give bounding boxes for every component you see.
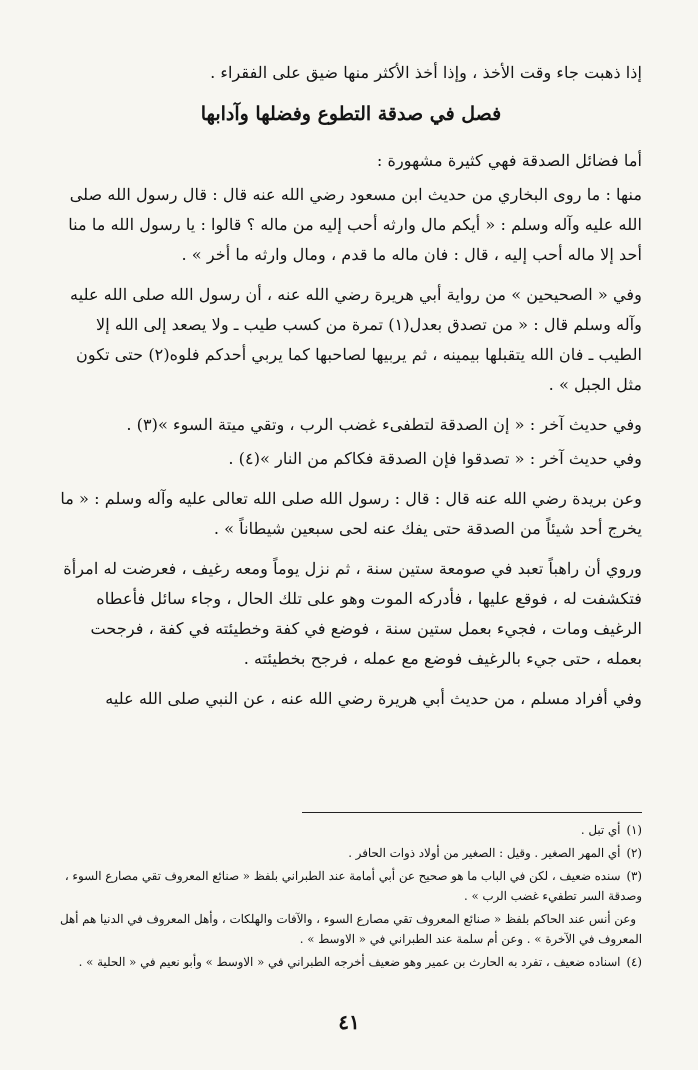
- footnote: [60, 866, 642, 906]
- footnote-number: (٢): [626, 846, 642, 860]
- paragraph-5: وفي حديث آخر : « تصدقوا فإن الصدقة فكاكم من النار »(٤) .: [228, 449, 642, 468]
- footnote: [60, 952, 642, 972]
- top-line: إذا ذهبت جاء وقت الأخذ ، وإذا أخذ الأكثر منها ضيق على الفقراء .: [210, 63, 642, 82]
- paragraph-2: منها : ما روى البخاري من حديث ابن مسعود رضي الله عنه قال : قال رسول الله صلى الله عليه وآله وسلم : « أيكم مال وارثه أحب إليه من ماله ؟ قالوا : يا رسول الله ما منا أحد إلا ماله أحب إليه ، قال : فان ماله ما قدم ، ومال وارثه ما أخر » .: [68, 185, 642, 264]
- footnote-text: أي المهر الصغير . وقيل : الصغير من أولاد ذوات الحافر .: [348, 846, 621, 860]
- footnotes: [60, 820, 642, 975]
- footnote-text: أي تبل .: [580, 823, 621, 837]
- footnote-number: (٤): [626, 955, 642, 969]
- footnote-number: (٣): [626, 869, 642, 883]
- footnote: [60, 909, 642, 949]
- main-text: [60, 58, 642, 724]
- footnote: [60, 820, 642, 840]
- paragraph-8: وفي أفراد مسلم ، من حديث أبي هريرة رضي الله عنه ، عن النبي صلى الله عليه: [105, 689, 642, 708]
- footnote-text: سنده ضعيف ، لكن في الباب ما هو صحيح عن أبي أمامة عند الطبراني بلفظ « صنائع المعروف تقي مصارع السوء ، وصدقة السر تطفيء غضب الرب » .: [64, 869, 642, 903]
- paragraph-4: وفي حديث آخر : « إن الصدقة لتطفىء غضب الرب ، وتقي ميتة السوء »(٣) .: [126, 415, 642, 434]
- footnote-text: وعن أنس عند الحاكم بلفظ « صنائع المعروف تقي مصارع السوء ، والآفات والهلكات ، وأهل المعروف في الدنيا هم أهل المعروف في الآخرة » . وعن أم سلمة عند الطبراني في « الاوسط » .: [60, 912, 642, 946]
- paragraph-1: أما فضائل الصدقة فهي كثيرة مشهورة :: [376, 151, 642, 170]
- section-heading: فصل في صدقة التطوع وفضلها وآدابها: [200, 103, 502, 125]
- footnote-text: اسناده ضعيف ، تفرد به الحارث بن عمير وهو ضعيف أخرجه الطبراني في « الاوسط » وأبو نعيم في « الحلية » .: [78, 955, 621, 969]
- page-number: ٤١: [338, 1010, 360, 1034]
- paragraph-6: وعن بريدة رضي الله عنه قال : قال : رسول الله صلى الله تعالى عليه وآله وسلم : « ما يخرج أحد شيئاً من الصدقة حتى يفك عنه لحى سبعين شيطاناً » .: [60, 489, 642, 538]
- paragraph-3: وفي « الصحيحين » من رواية أبي هريرة رضي الله عنه ، أن رسول الله صلى الله عليه وآله وسلم قال : « من تصدق بعدل(١) تمرة من كسب طيب ـ ولا يصعد إلى الله إلا الطيب ـ فان الله يتقبلها بيمينه ، ثم يربيها لصاحبها كما يربي أحدكم فلوه(٢) حتى تكون مثل الجبل » .: [70, 285, 642, 394]
- paragraph-7: وروي أن راهباً تعبد في صومعة ستين سنة ، ثم نزل يوماً ومعه رغيف ، فعرضت له امرأة فتكشفت له ، فوقع عليها ، فأدركه الموت وهو على تلك الحال ، وجاء سائل فأعطاه الرغيف ومات ، فجيء بعمل ستين سنة ، فوضع في كفة وخطيئته في كفة ، فرجحت بعمله ، حتى جيء بالرغيف فوضع مع عمله ، فرجح بخطيئته .: [63, 559, 642, 668]
- footnote-number: (١): [626, 823, 642, 837]
- footnote: [60, 843, 642, 863]
- footnote-divider: [302, 812, 642, 813]
